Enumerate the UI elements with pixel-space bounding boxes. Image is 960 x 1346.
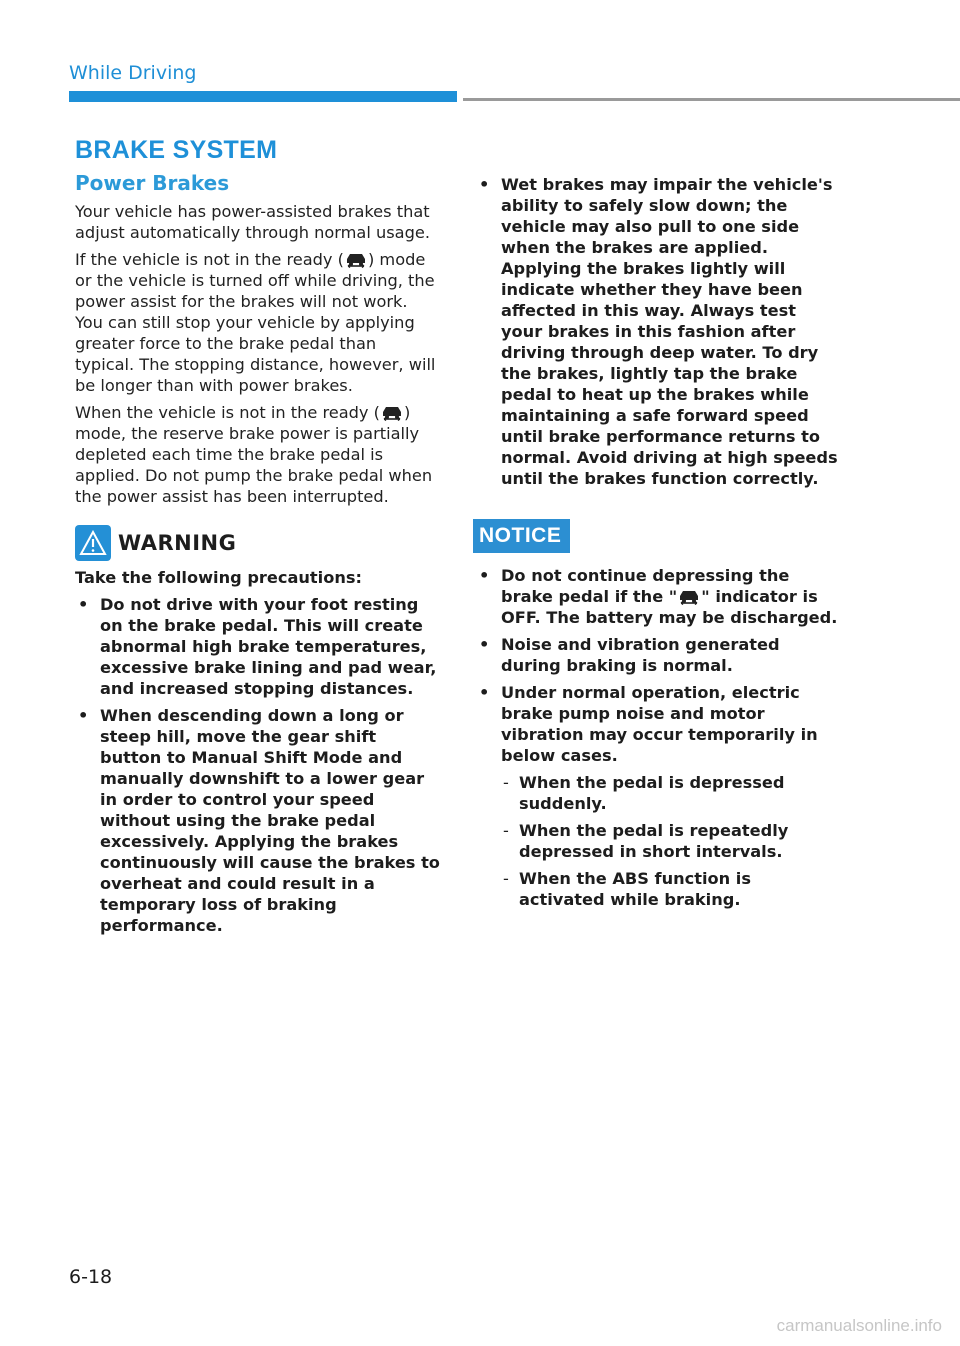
warning-triangle-icon: [75, 525, 111, 561]
warning-item: • When descending down a long or steep hill, move the gear shift button to Manual Shift Mode and manually downshift to a lower gear in order to control your speed without using the brake pedal excessively. Applying the brakes continuously will cause the brakes to overheat and could result in a temporary loss of braking performance.: [75, 705, 440, 936]
left-column: [75, 136, 440, 942]
paragraph-1: Your vehicle has power-assisted brakes that adjust automatically through normal usage.: [75, 202, 430, 242]
notice-sublist: [501, 772, 840, 910]
right-column: [476, 174, 840, 916]
section-title: BRAKE SYSTEM: [75, 136, 278, 164]
notice-item: • Noise and vibration generated during braking is normal.: [476, 634, 840, 676]
wet-brakes-item: • Wet brakes may impair the vehicle's ability to safely slow down; the vehicle may also pull to one side when the brakes are applied. Applying the brakes lightly will indicate whether they have been affected in this way. Always test your brakes in this fashion after driving through deep water. To dry the brakes, lightly tap the brake pedal to heat up the brakes while maintaining a safe forward speed until brake performance returns to normal. Avoid driving at high speeds until the brakes function correctly.: [476, 174, 840, 489]
notice-subitem: - When the pedal is repeatedly depressed in short intervals.: [501, 820, 840, 862]
subsection-title: Power Brakes: [75, 171, 230, 195]
notice-subitem: - When the ABS function is activated while braking.: [501, 868, 840, 910]
paragraph-3: When the vehicle is not in the ready ( ) mode, the reserve brake power is partially depleted each time the brake pedal is applied. Do not pump the brake pedal when the power assist has been interrupted.: [75, 403, 433, 506]
page-number: 6-18: [69, 1266, 113, 1288]
warning-lead: Take the following precautions:: [75, 568, 362, 587]
paragraph-2: If the vehicle is not in the ready ( ) mode or the vehicle is turned off while driving, the power assist for the brakes will not work. You can still stop your vehicle by applying greater force to the brake pedal than typical. The stopping distance, however, will be longer than with power brakes.: [75, 250, 436, 395]
warning-list: [75, 594, 440, 936]
running-header: While Driving: [69, 62, 197, 84]
notice-item: • Do not continue depressing the brake pedal if the " " indicator is OFF. The battery may be discharged.: [476, 565, 840, 628]
wet-brakes-list: [476, 174, 840, 489]
notice-item: • Under normal operation, electric brake pump noise and motor vibration may occur temporarily in below cases. - When the pedal is depressed suddenly. - When the pedal is repeatedly depressed in short intervals. - When the ABS function is activated while braking.: [476, 682, 840, 910]
notice-list: [476, 565, 840, 910]
notice-subitem: - When the pedal is depressed suddenly.: [501, 772, 840, 814]
warning-item: • Do not drive with your foot resting on the brake pedal. This will create abnormal high brake temperatures, excessive brake lining and pad wear, and increased stopping distances.: [75, 594, 440, 699]
header-rule-gray: [463, 98, 960, 101]
car-ready-icon: [344, 251, 368, 268]
car-ready-icon: [380, 404, 404, 421]
car-ready-icon: [677, 588, 701, 605]
header-rule-blue: [69, 91, 457, 102]
warning-title: WARNING: [118, 531, 237, 555]
watermark: carmanualsonline.info: [776, 1316, 942, 1335]
notice-label: NOTICE: [473, 519, 570, 553]
warning-heading: [75, 525, 440, 561]
